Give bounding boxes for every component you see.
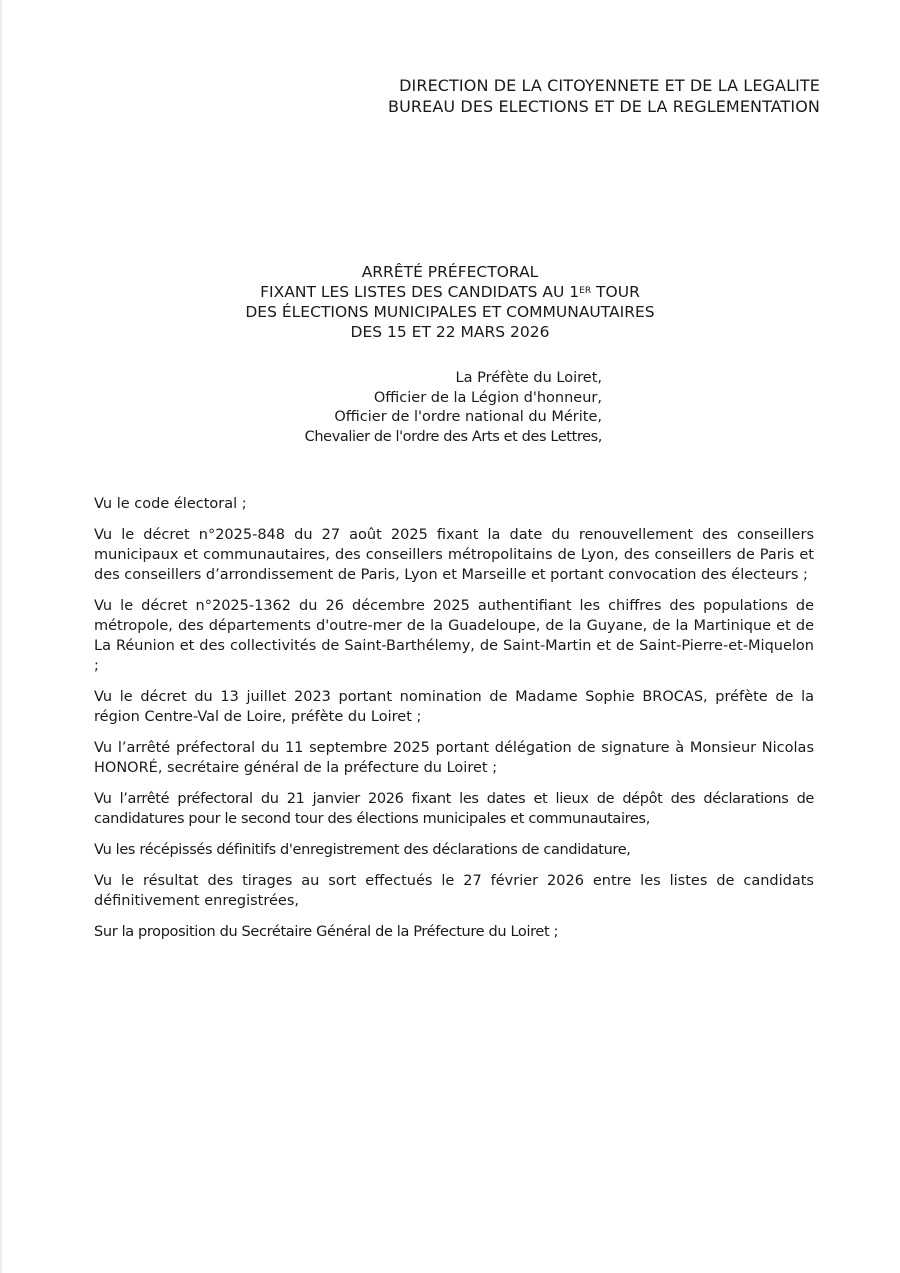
title-line-2-start: FIXANT LES LISTES DES CANDIDATS AU 1: [260, 283, 580, 301]
scan-edge: [0, 0, 3, 1273]
title-line-3: DES ÉLECTIONS MUNICIPALES ET COMMUNAUTAIRES: [245, 303, 655, 321]
title-line-2: [0, 282, 900, 302]
title-line-1: ARRÊTÉ PRÉFECTORAL: [361, 263, 539, 281]
decree-title: [0, 262, 900, 342]
title-line-2-superscript: ER: [579, 286, 592, 296]
authority-line-3: Officier de l'ordre national du Mérite,: [334, 409, 602, 425]
title-line-2-end: TOUR: [591, 283, 640, 301]
authority-line-2: Officier de la Légion d'honneur,: [373, 389, 602, 406]
authority-line-4: Chevalier de l'ordre des Arts et des Lettres,: [304, 428, 602, 445]
consideration-item: Vu le décret n°2025-1362 du 26 décembre 2025 authentifiant les chiffres des populations de métropole, des départements d'outre-mer de la Guadeloupe, de la Guyane, de la Martinique et de La Réunion et des collectivités de Saint-Barthélemy, de Saint-Martin et de Saint-Pierre-et-Miquelon ;: [94, 598, 814, 674]
consideration-item: Sur la proposition du Secrétaire Général de la Préfecture du Loiret ;: [94, 924, 559, 940]
consideration-item: Vu le décret du 13 juillet 2023 portant nomination de Madame Sophie BROCAS, préfète de la région Centre-Val de Loire, préfète du Loiret ;: [94, 689, 814, 725]
authority-line-1: La Préfète du Loiret,: [455, 370, 602, 386]
consideration-item: Vu les récépissés définitifs d'enregistrement des déclarations de candidature,: [94, 842, 631, 858]
header-direction: DIRECTION DE LA CITOYENNETE ET DE LA LEGALITE: [399, 76, 820, 95]
considerations-list: [94, 494, 814, 953]
consideration-item: Vu l’arrêté préfectoral du 21 janvier 2026 fixant les dates et lieux de dépôt des déclarations de candidatures pour le second tour des élections municipales et communautaires,: [94, 791, 814, 827]
consideration-item: Vu le code électoral ;: [94, 496, 247, 512]
consideration-item: Vu le résultat des tirages au sort effectués le 27 février 2026 entre les listes de candidats définitivement enregistrées,: [94, 873, 814, 909]
consideration-item: Vu l’arrêté préfectoral du 11 septembre 2025 portant délégation de signature à Monsieur Nicolas HONORÉ, secrétaire général de la préfecture du Loiret ;: [94, 740, 814, 776]
consideration-item: Vu le décret n°2025-848 du 27 août 2025 fixant la date du renouvellement des conseillers municipaux et communautaires, des conseillers métropolitains de Lyon, des conseillers de Paris et des conseillers d’arrondissement de Paris, Lyon et Marseille et portant convocation des électeurs ;: [94, 527, 814, 583]
title-line-4: DES 15 ET 22 MARS 2026: [350, 323, 550, 341]
department-header: [388, 75, 820, 117]
header-bureau: BUREAU DES ELECTIONS ET DE LA REGLEMENTATION: [388, 97, 820, 116]
authority-block: [305, 369, 602, 447]
